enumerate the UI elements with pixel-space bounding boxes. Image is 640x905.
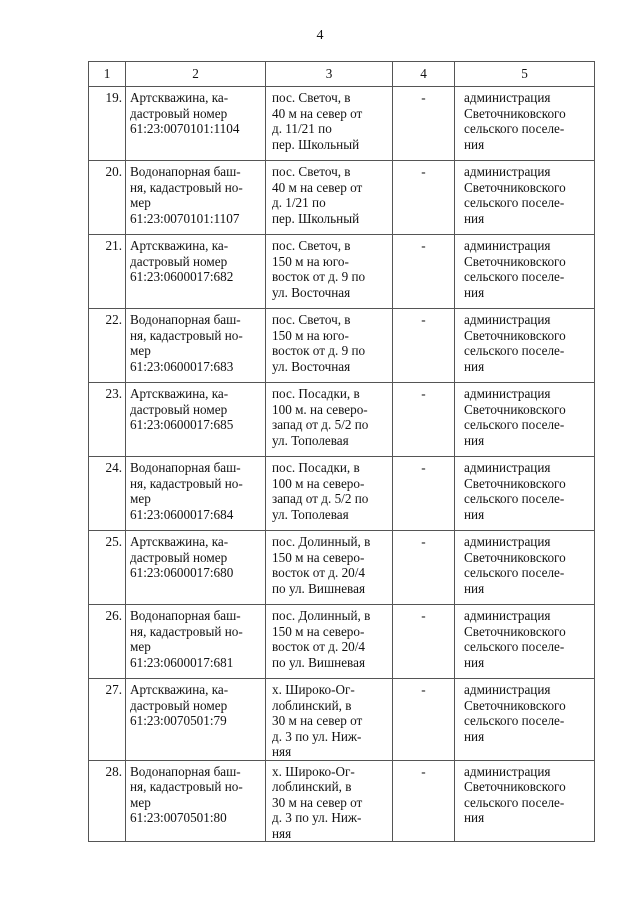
object-location: пос. Посадки, в 100 м. на северо- запад от д. 5/2 по ул. Тополевая [266,383,393,457]
table-row [89,309,595,383]
object-location: х. Широко-Ог- лоблинский, в 30 м на север от д. 3 по ул. Ниж- няя [266,760,393,842]
object-location: пос. Светоч, в 150 м на юго- восток от д. 9 по ул. Восточная [266,235,393,309]
column-4-value: - [393,87,455,161]
object-owner: администрация Светочниковского сельского поселе- ния [455,383,595,457]
row-number: 26. [89,605,126,679]
object-owner: администрация Светочниковского сельского поселе- ния [455,457,595,531]
row-number: 23. [89,383,126,457]
object-owner: администрация Светочниковского сельского поселе- ния [455,161,595,235]
column-header: 3 [266,62,393,87]
object-owner: администрация Светочниковского сельского поселе- ния [455,235,595,309]
column-4-value: - [393,235,455,309]
table-body [89,87,595,842]
object-location: пос. Светоч, в 40 м на север от д. 1/21 по пер. Школьный [266,161,393,235]
object-name: Водонапорная баш- ня, кадастровый но- мер 61:23:0070101:1107 [126,161,266,235]
table-row [89,457,595,531]
table-row [89,679,595,761]
column-header: 1 [89,62,126,87]
row-number: 20. [89,161,126,235]
column-header: 5 [455,62,595,87]
row-number: 27. [89,679,126,761]
object-name: Артскважина, ка- дастровый номер 61:23:0070501:79 [126,679,266,761]
page-number: 4 [316,28,324,43]
column-4-value: - [393,309,455,383]
object-location: х. Широко-Ог- лоблинский, в 30 м на север от д. 3 по ул. Ниж- няя [266,679,393,761]
row-number: 25. [89,531,126,605]
object-owner: администрация Светочниковского сельского поселе- ния [455,679,595,761]
object-name: Артскважина, ка- дастровый номер 61:23:0600017:685 [126,383,266,457]
object-name: Водонапорная баш- ня, кадастровый но- мер 61:23:0600017:681 [126,605,266,679]
object-owner: администрация Светочниковского сельского поселе- ния [455,309,595,383]
column-4-value: - [393,531,455,605]
column-4-value: - [393,457,455,531]
row-number: 24. [89,457,126,531]
column-4-value: - [393,383,455,457]
row-number: 21. [89,235,126,309]
object-name: Артскважина, ка- дастровый номер 61:23:0070101:1104 [126,87,266,161]
table-row [89,161,595,235]
object-location: пос. Посадки, в 100 м на северо- запад от д. 5/2 по ул. Тополевая [266,457,393,531]
object-owner: администрация Светочниковского сельского поселе- ния [455,760,595,842]
column-4-value: - [393,605,455,679]
registry-table [88,61,595,842]
object-name: Водонапорная баш- ня, кадастровый но- мер 61:23:0600017:684 [126,457,266,531]
row-number: 19. [89,87,126,161]
header-row [89,62,595,87]
object-location: пос. Светоч, в 40 м на север от д. 11/21 по пер. Школьный [266,87,393,161]
table-row [89,760,595,842]
object-name: Артскважина, ка- дастровый номер 61:23:0600017:680 [126,531,266,605]
table-row [89,87,595,161]
row-number: 28. [89,760,126,842]
object-name: Артскважина, ка- дастровый номер 61:23:0600017:682 [126,235,266,309]
object-location: пос. Светоч, в 150 м на юго- восток от д. 9 по ул. Восточная [266,309,393,383]
object-location: пос. Долинный, в 150 м на северо- восток от д. 20/4 по ул. Вишневая [266,605,393,679]
object-location: пос. Долинный, в 150 м на северо- восток от д. 20/4 по ул. Вишневая [266,531,393,605]
table-row [89,235,595,309]
column-4-value: - [393,161,455,235]
object-name: Водонапорная баш- ня, кадастровый но- мер 61:23:0600017:683 [126,309,266,383]
column-4-value: - [393,760,455,842]
object-owner: администрация Светочниковского сельского поселе- ния [455,605,595,679]
table-row [89,531,595,605]
row-number: 22. [89,309,126,383]
table-row [89,605,595,679]
table-row [89,383,595,457]
column-4-value: - [393,679,455,761]
column-header: 4 [393,62,455,87]
column-header: 2 [126,62,266,87]
object-owner: администрация Светочниковского сельского поселе- ния [455,531,595,605]
object-owner: администрация Светочниковского сельского поселе- ния [455,87,595,161]
object-name: Водонапорная баш- ня, кадастровый но- мер 61:23:0070501:80 [126,760,266,842]
